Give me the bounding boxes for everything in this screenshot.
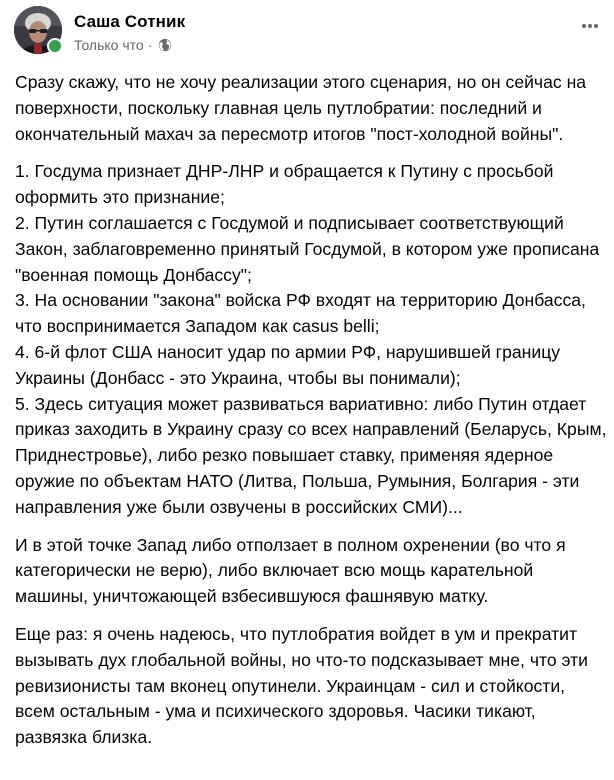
author-avatar[interactable] (14, 6, 62, 54)
globe-icon[interactable] (158, 38, 172, 52)
more-options-button[interactable] (578, 14, 602, 38)
post-paragraph-intro: Сразу скажу, что не хочу реализации этого сценария, но он сейчас на поверхности, поскольку главная цель путлобратии: последний и окончательный махач за пересмотр итогов "пост-холодной войны". (15, 72, 587, 144)
post-meta (74, 37, 172, 53)
meta-separator: · (147, 37, 153, 53)
post-header (14, 6, 604, 62)
post-paragraph-list: 1. Госдума признает ДНР-ЛНР и обращается к Путину с просьбой оформить это признание; 2. Путин соглашается с Госдумой и подписывает соответствующий Закон, заблаговременно принятый Госдумой, в котором уже прописана "военная помощь Донбассу"; 3. На основании "закона" войска РФ входят на территорию Донбасса, что воспринимается Западом как casus belli; 4. 6-й флот США наносит удар по армии РФ, нарушившей границу Украины (Донбасс - это Украина, чтобы вы понимали); 5. Здесь ситуация может развиваться вариативно: либо Путин отдает приказ заходить в Украину сразу со всех направлений (Беларусь, Крым, Приднестровье), либо резко повышает ставку, применяя ядерное оружие по объектам НАТО (Литва, Польша, Румыния, Болгария - эти направления уже были озвучены в российских СМИ)... (15, 161, 607, 517)
post-body (15, 70, 607, 763)
more-horizontal-icon (580, 16, 600, 36)
online-status-dot (47, 38, 63, 54)
author-name[interactable]: Саша Сотник (74, 12, 186, 31)
post-paragraph-west: И в этой точке Запад либо отползает в полном охренении (во что я категорически не верю), либо включает всю мощь карательной машины, уничтожающей взбесившуюся фашнявую матку. (15, 534, 566, 607)
post-paragraph-closing: Еще раз: я очень надеюсь, что путлобратия войдет в ум и прекратит вызывать дух глобальной войны, но что-то подсказывает мне, что эти ревизионисты там вконец опутинели. Украинцам - сил и стойкости, всем остальным - ума и психического здоровья. Часики тикают, развязка близка. (15, 623, 588, 748)
post-timestamp[interactable]: Только что (74, 37, 144, 53)
